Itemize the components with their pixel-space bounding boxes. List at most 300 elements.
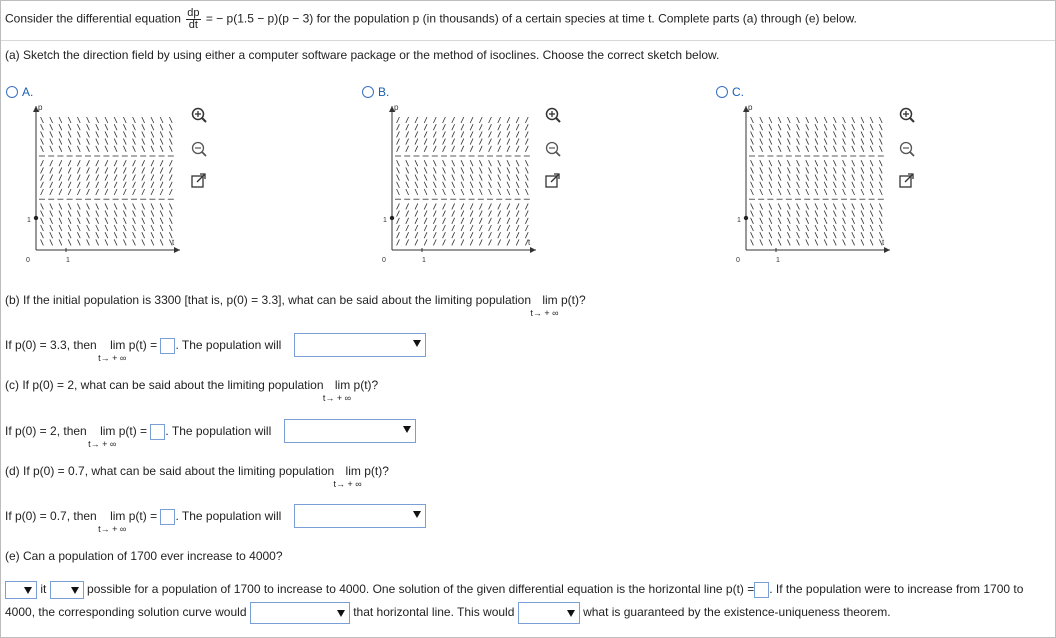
slope-segment — [516, 146, 519, 152]
slope-segment — [751, 239, 754, 245]
slope-segment — [105, 117, 108, 123]
slope-segment — [525, 146, 528, 152]
slope-segment — [498, 167, 501, 173]
slope-segment — [50, 160, 53, 166]
slope-segment — [68, 203, 71, 209]
slope-segment — [433, 175, 436, 181]
slope-segment — [498, 175, 501, 181]
slope-segment — [41, 189, 44, 195]
slope-segment — [833, 124, 836, 130]
slope-segment — [424, 167, 427, 173]
slope-segment — [806, 146, 809, 152]
slope-segment — [433, 139, 436, 145]
slope-segment — [87, 239, 90, 245]
slope-segment — [133, 218, 136, 224]
t-axis-label: t — [882, 238, 885, 247]
limit-text: lim p(t) = — [110, 509, 158, 524]
slope-segment — [397, 160, 400, 166]
option-c-label[interactable]: C. — [732, 85, 744, 99]
slope-segment — [133, 139, 136, 145]
slope-segment — [852, 167, 855, 173]
slope-segment — [77, 203, 80, 209]
slope-segment — [769, 211, 772, 217]
option-b-radio[interactable] — [362, 86, 374, 98]
origin-label: 0 — [382, 257, 386, 264]
slope-segment — [498, 203, 501, 209]
slope-segment — [815, 232, 818, 238]
slope-segment — [142, 146, 145, 152]
slope-segment — [87, 225, 90, 231]
slope-segment — [50, 131, 53, 137]
slope-segment — [77, 239, 80, 245]
slope-segment — [114, 232, 117, 238]
slope-segment — [525, 124, 528, 130]
slope-segment — [41, 225, 44, 231]
slope-segment — [50, 218, 53, 224]
slope-segment — [406, 189, 409, 195]
slope-segment — [123, 189, 126, 195]
slope-segment — [815, 189, 818, 195]
slope-segment — [507, 167, 510, 173]
slope-segment — [160, 225, 163, 231]
slope-segment — [406, 175, 409, 181]
slope-segment — [443, 124, 446, 130]
slope-segment — [87, 124, 90, 130]
slope-segment — [833, 218, 836, 224]
slope-segment — [443, 225, 446, 231]
slope-segment — [470, 175, 473, 181]
slope-segment — [861, 139, 864, 145]
part-c-prompt: (c) If p(0) = 2, what can be said about the limiting population — [5, 378, 324, 392]
slope-segment — [760, 146, 763, 152]
slope-segment — [815, 182, 818, 188]
slope-segment — [406, 167, 409, 173]
slope-segment — [833, 117, 836, 123]
open-new-window-icon[interactable] — [544, 172, 562, 190]
slope-segment — [870, 117, 873, 123]
part-e-possible-dropdown[interactable] — [50, 581, 84, 599]
slope-segment — [852, 239, 855, 245]
slope-segment — [424, 182, 427, 188]
slope-segment — [424, 124, 427, 130]
slope-segment — [498, 211, 501, 217]
slope-segment — [852, 160, 855, 166]
slope-segment — [59, 232, 62, 238]
slope-segment — [169, 167, 172, 173]
slope-segment — [151, 124, 154, 130]
slope-segment — [843, 225, 846, 231]
slope-segment — [498, 131, 501, 137]
limit-text: lim p(t) = — [110, 338, 158, 353]
slope-segment — [461, 225, 464, 231]
slope-segment — [778, 232, 781, 238]
slope-segment — [415, 239, 418, 245]
slope-segment — [833, 211, 836, 217]
slope-segment — [751, 160, 754, 166]
zoom-in-icon[interactable] — [898, 106, 916, 124]
zoom-out-icon[interactable] — [898, 140, 916, 158]
part-c-limit-input[interactable] — [150, 424, 165, 440]
part-d-prompt: (d) If p(0) = 0.7, what can be said about the limiting population — [5, 464, 335, 478]
slope-segment — [406, 124, 409, 130]
slope-segment — [87, 131, 90, 137]
slope-segment — [424, 211, 427, 217]
slope-segment — [397, 211, 400, 217]
slope-segment — [470, 139, 473, 145]
zoom-in-icon[interactable] — [190, 106, 208, 124]
slope-segment — [160, 189, 163, 195]
slope-segment — [105, 139, 108, 145]
slope-segment — [489, 139, 492, 145]
fraction-numerator: dp — [187, 7, 200, 19]
slope-segment — [751, 131, 754, 137]
slope-segment — [489, 131, 492, 137]
part-d-population-dropdown[interactable] — [294, 504, 426, 528]
slope-segment — [815, 211, 818, 217]
slope-segment — [96, 218, 99, 224]
slope-segment — [525, 139, 528, 145]
slope-segment — [133, 131, 136, 137]
slope-segment — [133, 239, 136, 245]
slope-segment — [861, 146, 864, 152]
slope-segment — [133, 117, 136, 123]
slope-segment — [797, 189, 800, 195]
slope-segment — [870, 124, 873, 130]
slope-segment — [59, 124, 62, 130]
slope-segment — [59, 117, 62, 123]
slope-segment — [879, 211, 882, 217]
part-b-population-dropdown[interactable] — [294, 333, 426, 357]
slope-segment — [861, 225, 864, 231]
slope-segment — [142, 218, 145, 224]
part-b-prompt: (b) If the initial population is 3300 [that is, p(0) = 3.3], what can be said about the limiting population — [5, 293, 531, 307]
slope-segment — [41, 211, 44, 217]
slope-segment — [852, 124, 855, 130]
slope-segment — [169, 146, 172, 152]
derivative-fraction — [186, 8, 200, 31]
slope-segment — [169, 211, 172, 217]
slope-segment — [59, 239, 62, 245]
problem-statement — [5, 8, 857, 31]
slope-segment — [133, 203, 136, 209]
slope-segment — [470, 203, 473, 209]
slope-segment — [861, 218, 864, 224]
slope-segment — [415, 189, 418, 195]
slope-segment — [769, 131, 772, 137]
slope-segment — [160, 139, 163, 145]
slope-segment — [797, 160, 800, 166]
slope-segment — [507, 189, 510, 195]
slope-segment — [123, 232, 126, 238]
slope-segment — [507, 182, 510, 188]
part-d-question — [5, 464, 389, 489]
slope-segment — [751, 225, 754, 231]
slope-segment — [41, 182, 44, 188]
slope-segment — [87, 189, 90, 195]
option-b-label[interactable]: B. — [378, 85, 390, 99]
slope-segment — [151, 203, 154, 209]
part-b-answer-row — [5, 338, 282, 364]
slope-segment — [41, 232, 44, 238]
option-c-radio[interactable] — [716, 86, 728, 98]
slope-segment — [68, 146, 71, 152]
slope-segment — [507, 232, 510, 238]
slope-segment — [105, 203, 108, 209]
slope-segment — [50, 239, 53, 245]
slope-segment — [797, 131, 800, 137]
slope-segment — [787, 160, 790, 166]
slope-segment — [760, 167, 763, 173]
dropdown-arrow-icon — [22, 583, 34, 597]
slope-segment — [470, 167, 473, 173]
slope-segment — [96, 175, 99, 181]
slope-segment — [160, 232, 163, 238]
slope-segment — [433, 239, 436, 245]
slope-segment — [50, 117, 53, 123]
slope-segment — [470, 131, 473, 137]
option-a-label[interactable]: A. — [22, 85, 34, 99]
slope-segment — [879, 182, 882, 188]
slope-segment — [815, 225, 818, 231]
slope-segment — [498, 182, 501, 188]
slope-segment — [123, 211, 126, 217]
slope-segment — [406, 232, 409, 238]
slope-segment — [160, 146, 163, 152]
slope-segment — [406, 225, 409, 231]
slope-segment — [142, 211, 145, 217]
slope-segment — [870, 225, 873, 231]
slope-segment — [77, 160, 80, 166]
slope-segment — [461, 124, 464, 130]
slope-segment — [123, 239, 126, 245]
slope-segment — [778, 203, 781, 209]
slope-segment — [41, 124, 44, 130]
limit-expression — [98, 338, 158, 364]
part-e-curve-dropdown[interactable] — [250, 602, 350, 624]
slope-segment — [797, 203, 800, 209]
slope-segment — [824, 131, 827, 137]
slope-segment — [824, 203, 827, 209]
limit-subscript: t→ + ∞ — [333, 479, 362, 489]
slope-segment — [806, 182, 809, 188]
slope-segment — [424, 203, 427, 209]
equilibrium-dot — [390, 216, 394, 220]
slope-segment — [861, 182, 864, 188]
slope-segment — [452, 211, 455, 217]
slope-segment — [760, 189, 763, 195]
slope-segment — [142, 131, 145, 137]
slope-segment — [87, 182, 90, 188]
limit-subscript: t→ + ∞ — [98, 353, 127, 364]
origin-label: 0 — [26, 257, 30, 264]
slope-segment — [815, 175, 818, 181]
dropdown-arrow-icon — [335, 606, 347, 620]
slope-segment — [806, 124, 809, 130]
slope-segment — [870, 131, 873, 137]
slope-segment — [769, 232, 772, 238]
slope-segment — [443, 239, 446, 245]
slope-segment — [123, 124, 126, 130]
slope-segment — [443, 167, 446, 173]
slope-segment — [461, 182, 464, 188]
slope-segment — [479, 167, 482, 173]
slope-segment — [861, 211, 864, 217]
answer-suffix: . The population will — [175, 509, 282, 524]
slope-segment — [169, 139, 172, 145]
part-e-theorem-dropdown[interactable] — [518, 602, 580, 624]
slope-segment — [787, 175, 790, 181]
slope-segment — [760, 232, 763, 238]
slope-segment — [415, 160, 418, 166]
slope-segment — [861, 117, 864, 123]
slope-segment — [452, 131, 455, 137]
option-a-radio[interactable] — [6, 86, 18, 98]
slope-segment — [424, 131, 427, 137]
intro-text: Consider the differential equation — [5, 11, 181, 26]
slope-segment — [516, 218, 519, 224]
part-c-population-dropdown[interactable] — [284, 419, 416, 443]
slope-segment — [833, 189, 836, 195]
zoom-in-icon[interactable] — [544, 106, 562, 124]
slope-segment — [433, 146, 436, 152]
slope-segment — [479, 146, 482, 152]
slope-segment — [41, 218, 44, 224]
slope-segment — [824, 160, 827, 166]
slope-segment — [452, 160, 455, 166]
slope-segment — [59, 139, 62, 145]
slope-segment — [142, 124, 145, 130]
slope-segment — [870, 146, 873, 152]
slope-segment — [760, 160, 763, 166]
slope-segment — [87, 175, 90, 181]
part-b-question — [5, 293, 586, 318]
slope-segment — [843, 203, 846, 209]
slope-segment — [751, 182, 754, 188]
slope-segment — [833, 139, 836, 145]
slope-segment — [114, 211, 117, 217]
slope-segment — [433, 218, 436, 224]
slope-segment — [861, 239, 864, 245]
slope-segment — [751, 117, 754, 123]
slope-segment — [142, 189, 145, 195]
slope-segment — [133, 124, 136, 130]
limit-subscript: t→ + ∞ — [322, 393, 352, 403]
slope-segment — [879, 160, 882, 166]
slope-segment — [77, 131, 80, 137]
slope-segment — [424, 117, 427, 123]
slope-segment — [751, 146, 754, 152]
part-d-answer-row — [5, 509, 282, 535]
slope-segment — [760, 117, 763, 123]
slope-segment — [797, 146, 800, 152]
slope-segment — [751, 175, 754, 181]
slope-segment — [843, 189, 846, 195]
dropdown-arrow-icon — [565, 606, 577, 620]
slope-segment — [433, 211, 436, 217]
slope-segment — [114, 117, 117, 123]
slope-segment — [824, 167, 827, 173]
slope-segment — [461, 167, 464, 173]
slope-segment — [797, 139, 800, 145]
slope-segment — [123, 160, 126, 166]
slope-segment — [479, 117, 482, 123]
slope-segment — [470, 225, 473, 231]
slope-segment — [406, 160, 409, 166]
slope-segment — [59, 182, 62, 188]
slope-segment — [443, 131, 446, 137]
limit-subscript: t→ + ∞ — [88, 439, 117, 450]
slope-segment — [461, 189, 464, 195]
slope-segment — [778, 225, 781, 231]
slope-segment — [778, 139, 781, 145]
slope-segment — [68, 232, 71, 238]
slope-segment — [415, 117, 418, 123]
slope-segment — [397, 131, 400, 137]
slope-segment — [77, 124, 80, 130]
open-new-window-icon[interactable] — [190, 172, 208, 190]
slope-segment — [751, 189, 754, 195]
slope-segment — [852, 146, 855, 152]
slope-segment — [415, 203, 418, 209]
slope-segment — [852, 232, 855, 238]
slope-segment — [516, 167, 519, 173]
limit-text: lim p(t) = — [100, 424, 148, 439]
answer-prefix: If p(0) = 2, then — [5, 424, 87, 439]
part-b-limit-input[interactable] — [160, 338, 175, 354]
open-new-window-icon[interactable] — [898, 172, 916, 190]
slope-segment — [452, 167, 455, 173]
part-e-horizontal-line-input[interactable] — [754, 582, 769, 598]
zoom-out-icon[interactable] — [544, 140, 562, 158]
zoom-out-icon[interactable] — [190, 140, 208, 158]
slope-segment — [151, 160, 154, 166]
slope-segment — [870, 211, 873, 217]
slope-segment — [96, 146, 99, 152]
part-d-limit-input[interactable] — [160, 509, 175, 525]
slope-segment — [806, 160, 809, 166]
slope-segment — [96, 160, 99, 166]
slope-segment — [525, 160, 528, 166]
slope-segment — [433, 189, 436, 195]
slope-segment — [516, 139, 519, 145]
slope-segment — [123, 117, 126, 123]
slope-segment — [861, 124, 864, 130]
slope-segment — [833, 182, 836, 188]
slope-segment — [489, 203, 492, 209]
slope-segment — [815, 139, 818, 145]
slope-segment — [142, 239, 145, 245]
slope-segment — [806, 117, 809, 123]
part-e-first-dropdown[interactable] — [5, 581, 37, 599]
slope-segment — [498, 218, 501, 224]
slope-segment — [479, 131, 482, 137]
slope-segment — [41, 146, 44, 152]
slope-segment — [470, 182, 473, 188]
slope-segment — [516, 225, 519, 231]
slope-segment — [769, 160, 772, 166]
slope-segment — [96, 225, 99, 231]
t-axis-arrow — [174, 247, 180, 253]
part-a-prompt: (a) Sketch the direction field by using either a computer software package or the method of isoclines. Choose the correct sketch below. — [5, 48, 720, 62]
slope-segment — [461, 139, 464, 145]
slope-segment — [433, 225, 436, 231]
slope-segment — [105, 131, 108, 137]
slope-segment — [443, 139, 446, 145]
slope-segment — [443, 160, 446, 166]
p-tick-label: 1 — [737, 217, 741, 224]
slope-segment — [169, 131, 172, 137]
slope-segment — [160, 131, 163, 137]
